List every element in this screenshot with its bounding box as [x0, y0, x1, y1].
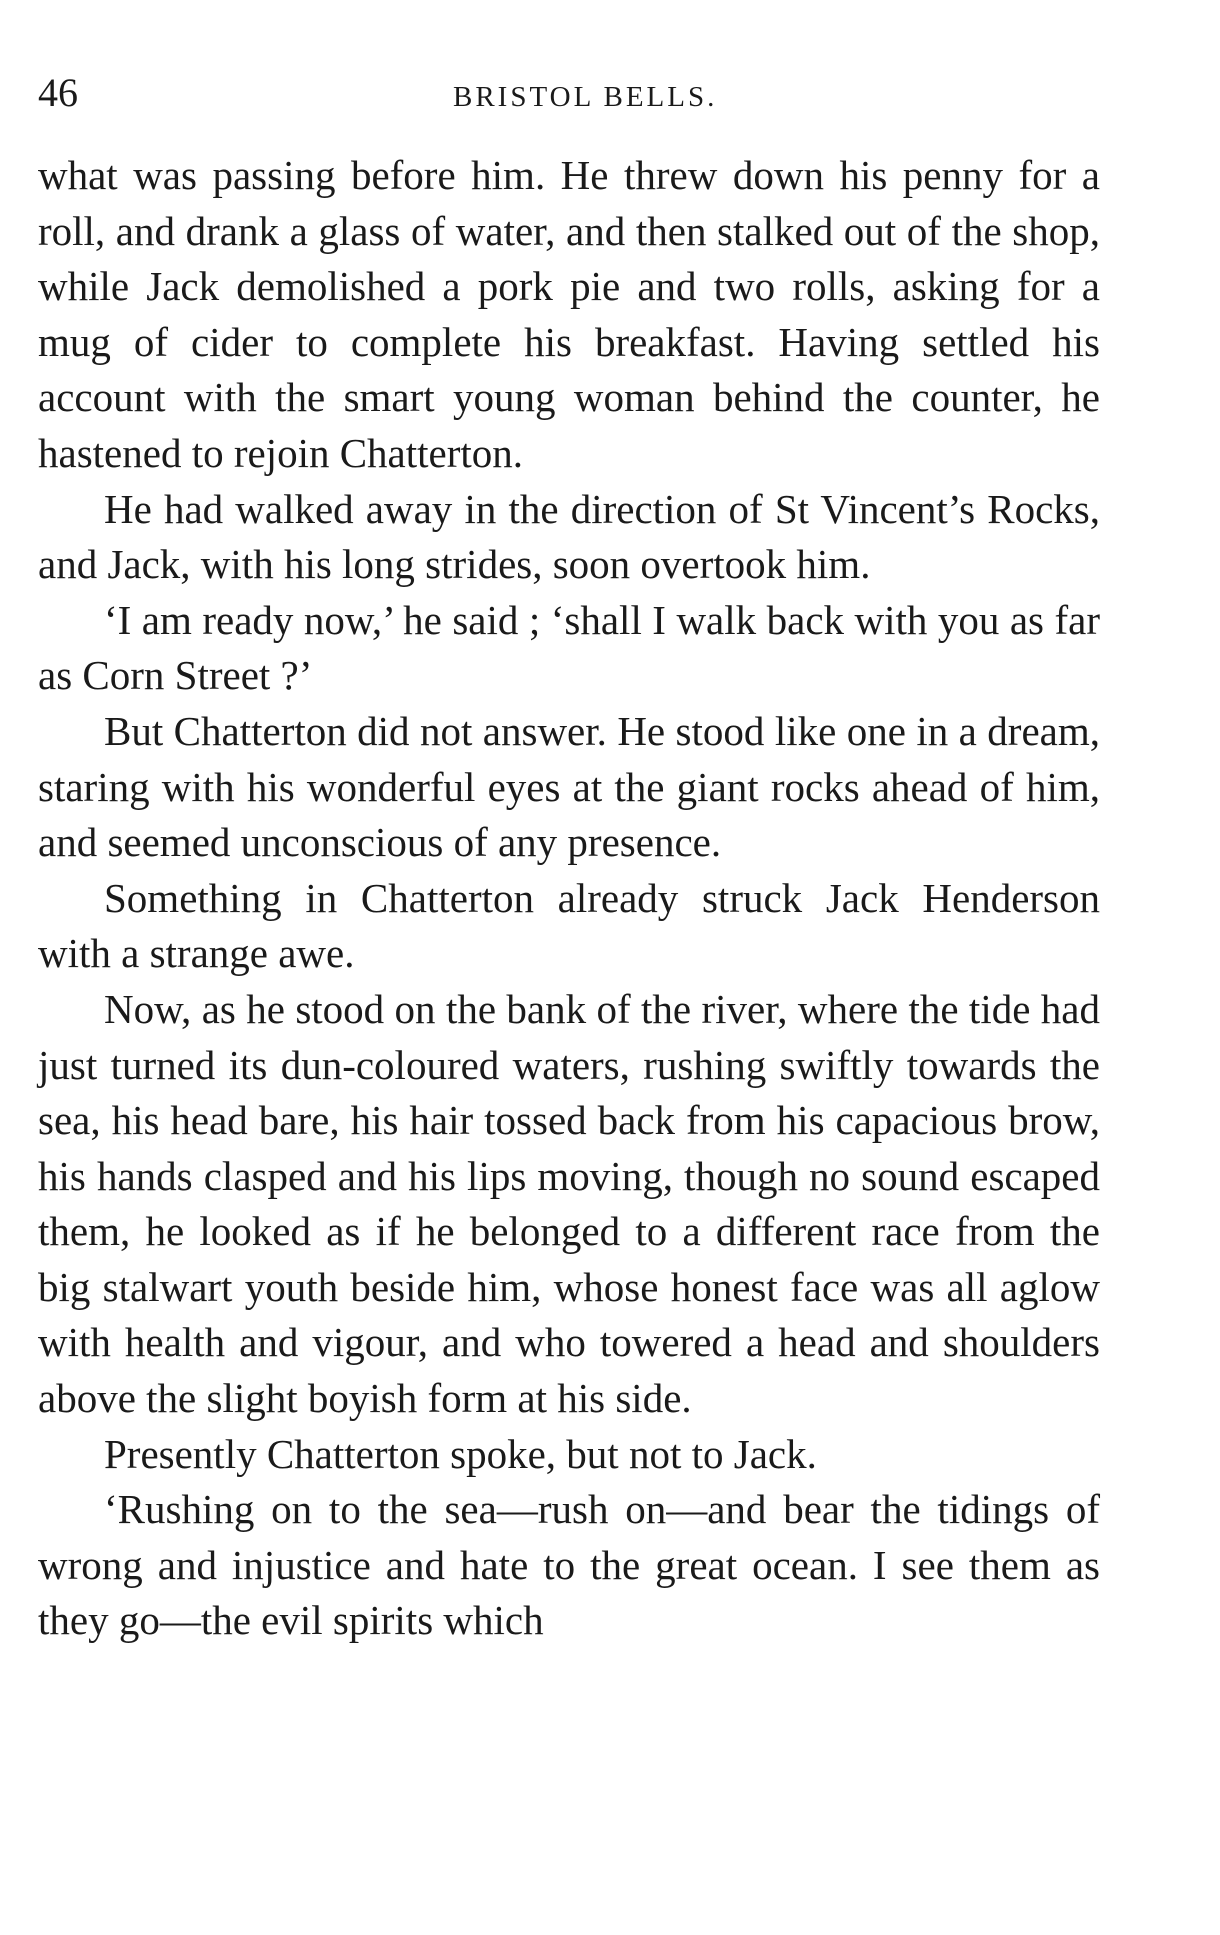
- page-header: [38, 68, 1098, 118]
- body-text: [38, 148, 1100, 1649]
- paragraph-river-bank: Now, as he stood on the bank of the river, where the tide had just turned its dun-coloured waters, rushing swiftly towards the sea, his head bare, his hair tossed back from his capacious brow, his hands clasped and his lips moving, though no sound escaped them, he looked as if he belonged to a different race from the big stalwart youth beside him, whose honest face was all aglow with health and vigour, and who towered a head and shoulders above the slight boyish form at his side.: [38, 985, 1100, 1422]
- paragraph-chatterton-spoke: Presently Chatterton spoke, but not to Jack.: [104, 1430, 817, 1477]
- running-title: BRISTOL BELLS.: [453, 81, 718, 113]
- paragraph-rushing-sea: ‘Rushing on to the sea—rush on—and bear the tidings of wrong and injustice and hate to the great ocean. I see them as they go—the evil spirits which: [38, 1486, 1100, 1644]
- paragraph-chatterton-dream: But Chatterton did not answer. He stood like one in a dream, staring with his wonderful eyes at the giant rocks ahead of him, and seemed unconscious of any presence.: [38, 707, 1100, 866]
- paragraph-continuation: what was passing before him. He threw down his penny for a roll, and drank a glass of water, and then stalked out of the shop, while Jack demolished a pork pie and two rolls, asking for a mug of cider to complete his breakfast. Having settled his account with the smart young woman behind the counter, he hastened to rejoin Chatterton.: [38, 152, 1100, 476]
- page-number: 46: [38, 70, 78, 115]
- paragraph-jack-dialogue: ‘I am ready now,’ he said ; ‘shall I walk back with you as far as Corn Street ?’: [38, 596, 1100, 699]
- paragraph-st-vincents-rocks: He had walked away in the direction of St Vincent’s Rocks, and Jack, with his long strides, soon overtook him.: [38, 485, 1100, 588]
- paragraph-strange-awe: Something in Chatterton already struck Jack Henderson with a strange awe.: [38, 874, 1100, 977]
